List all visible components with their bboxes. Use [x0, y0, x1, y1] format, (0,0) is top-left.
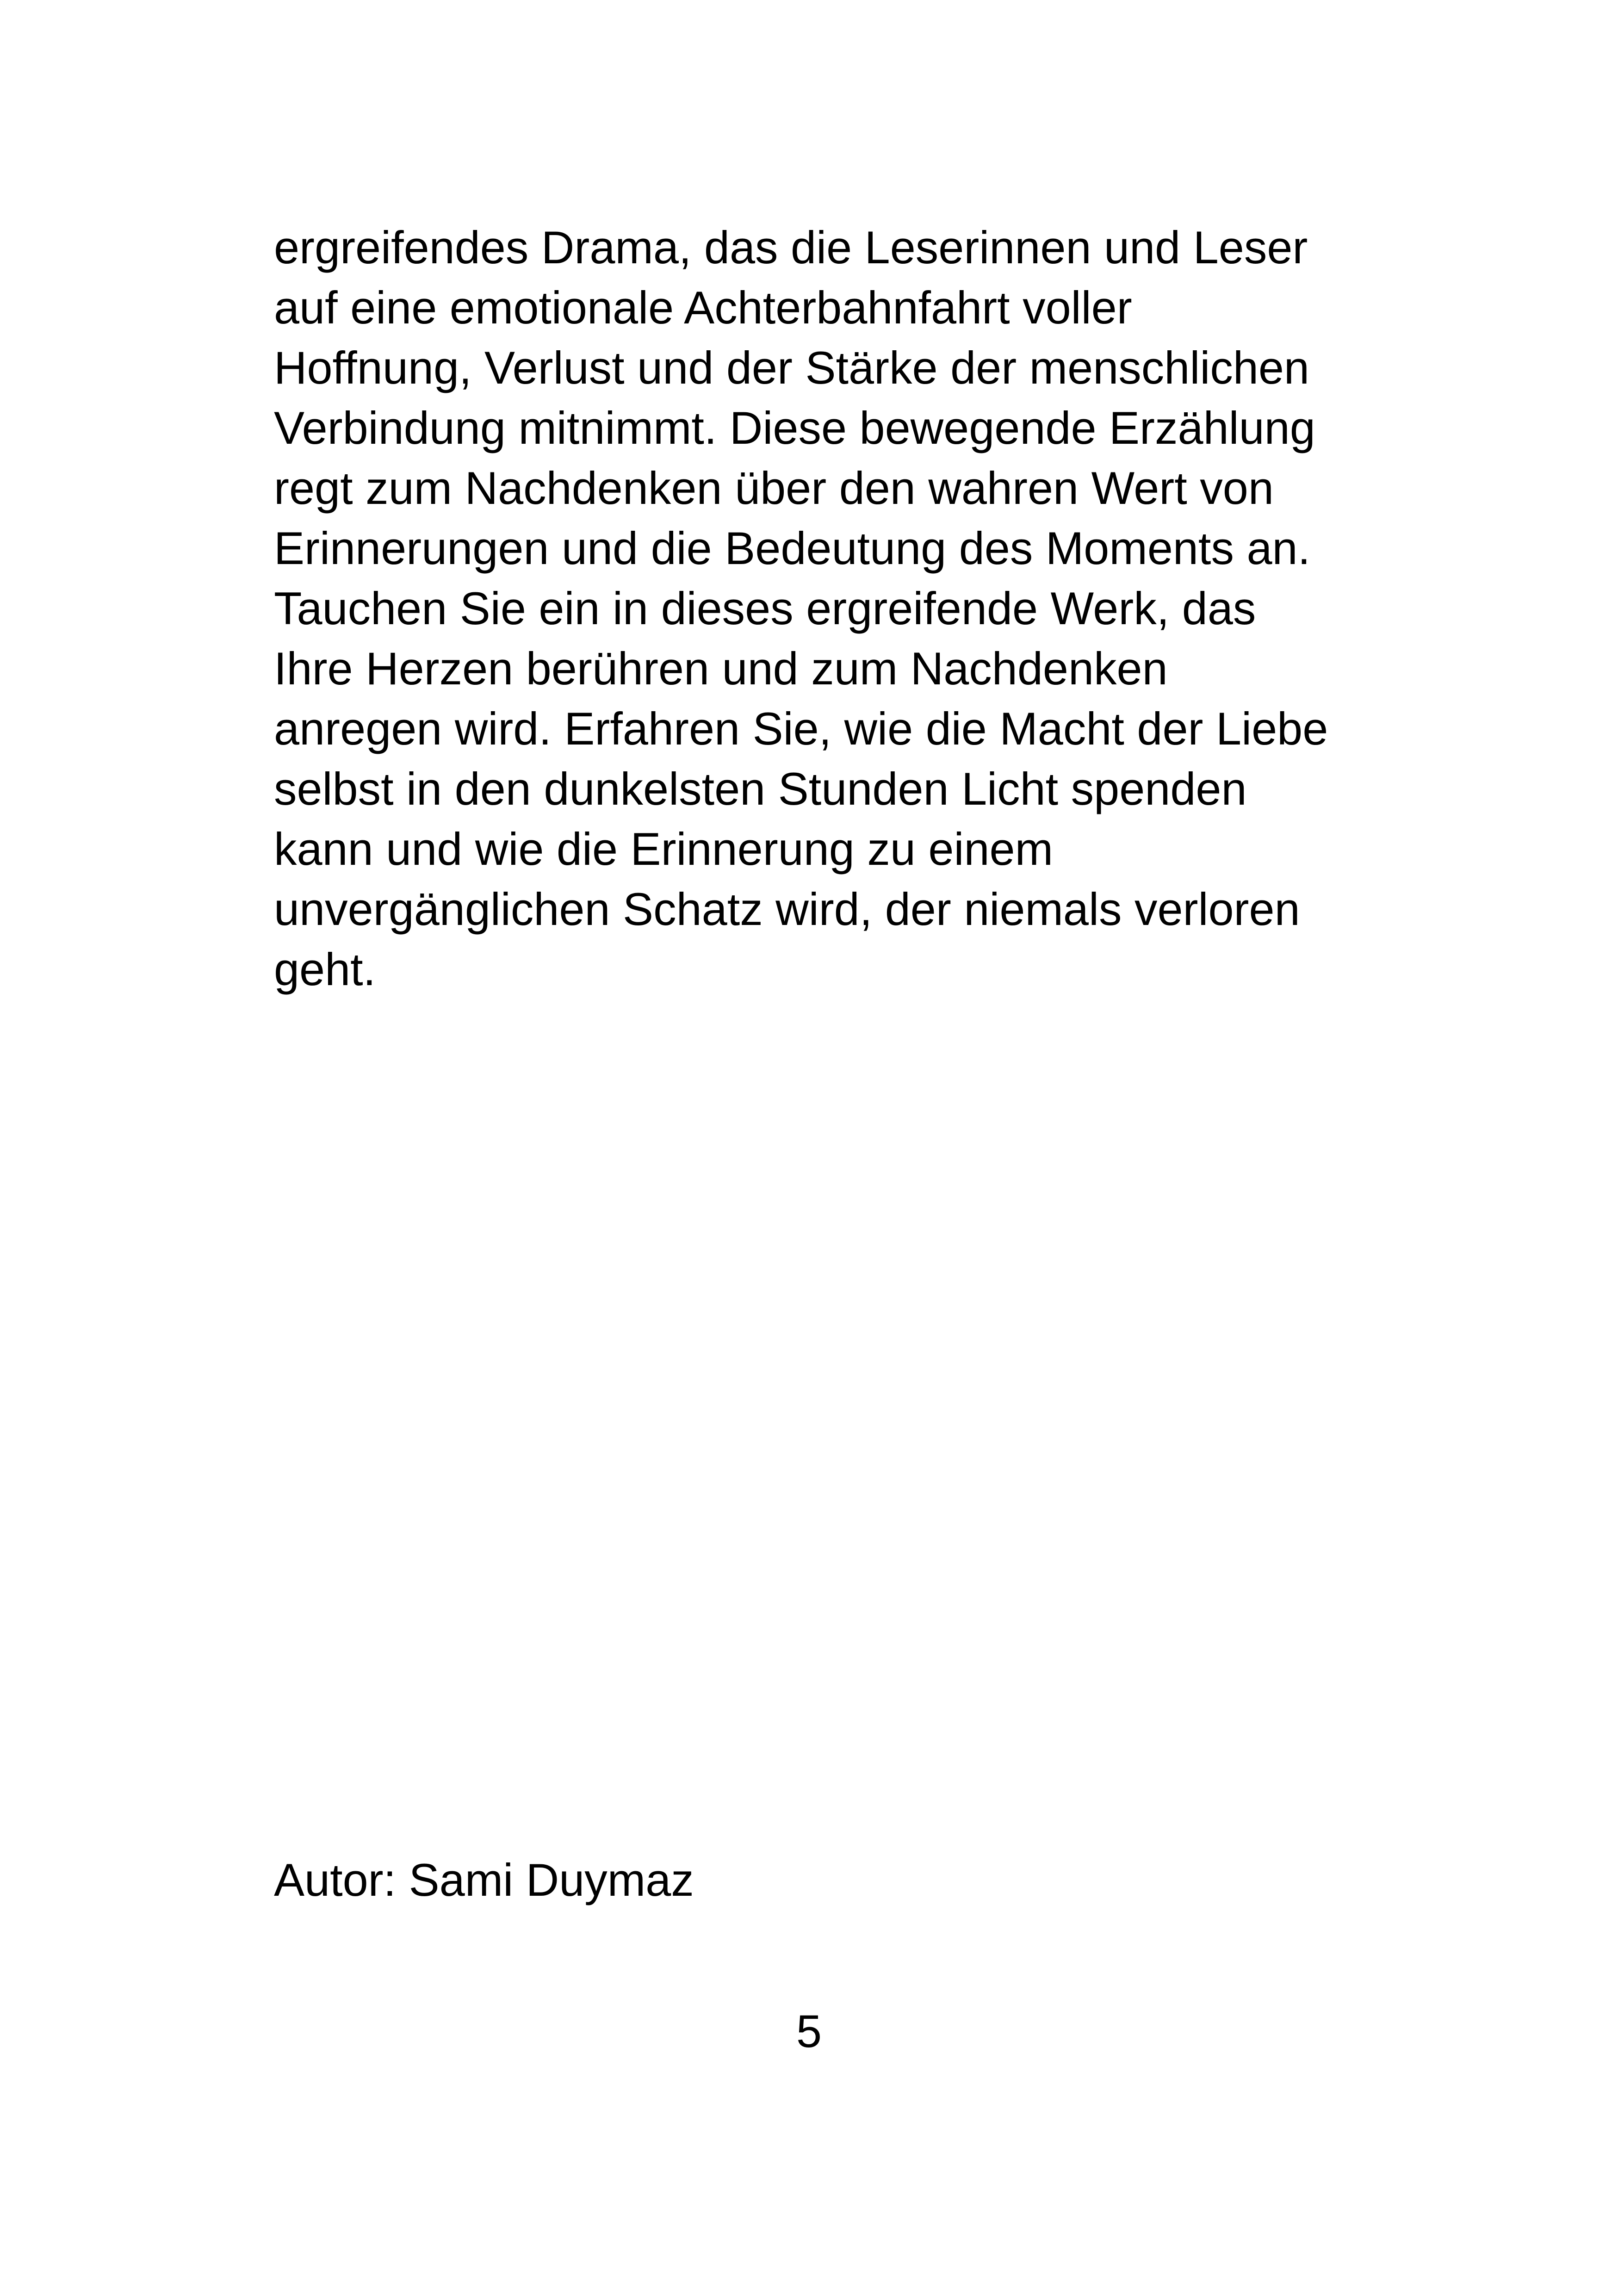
body-line: regt zum Nachdenken über den wahren Wert von — [274, 462, 1274, 514]
author-line: Autor: Sami Duymaz — [274, 1854, 694, 1905]
body-line: Erinnerungen und die Bedeutung des Moments an. — [274, 522, 1311, 574]
body-line: ergreifendes Drama, das die Leserinnen und Leser — [274, 222, 1308, 273]
body-paragraph — [274, 217, 1394, 999]
body-line: kann und wie die Erinnerung zu einem — [274, 823, 1054, 875]
page-number: 5 — [796, 2005, 822, 2057]
body-line: Ihre Herzen berühren und zum Nachdenken — [274, 643, 1168, 694]
body-line: geht. — [274, 943, 376, 995]
body-line: auf eine emotionale Achterbahnfahrt voller — [274, 282, 1132, 333]
body-line: Tauchen Sie ein in dieses ergreifende Werk, das — [274, 583, 1256, 634]
body-line: anregen wird. Erfahren Sie, wie die Macht der Liebe — [274, 703, 1328, 754]
body-line: Hoffnung, Verlust und der Stärke der menschlichen — [274, 342, 1309, 393]
body-line: Verbindung mitnimmt. Diese bewegende Erzählung — [274, 402, 1315, 453]
body-line: selbst in den dunkelsten Stunden Licht spenden — [274, 763, 1247, 814]
body-line: unvergänglichen Schatz wird, der niemals verloren — [274, 883, 1300, 935]
